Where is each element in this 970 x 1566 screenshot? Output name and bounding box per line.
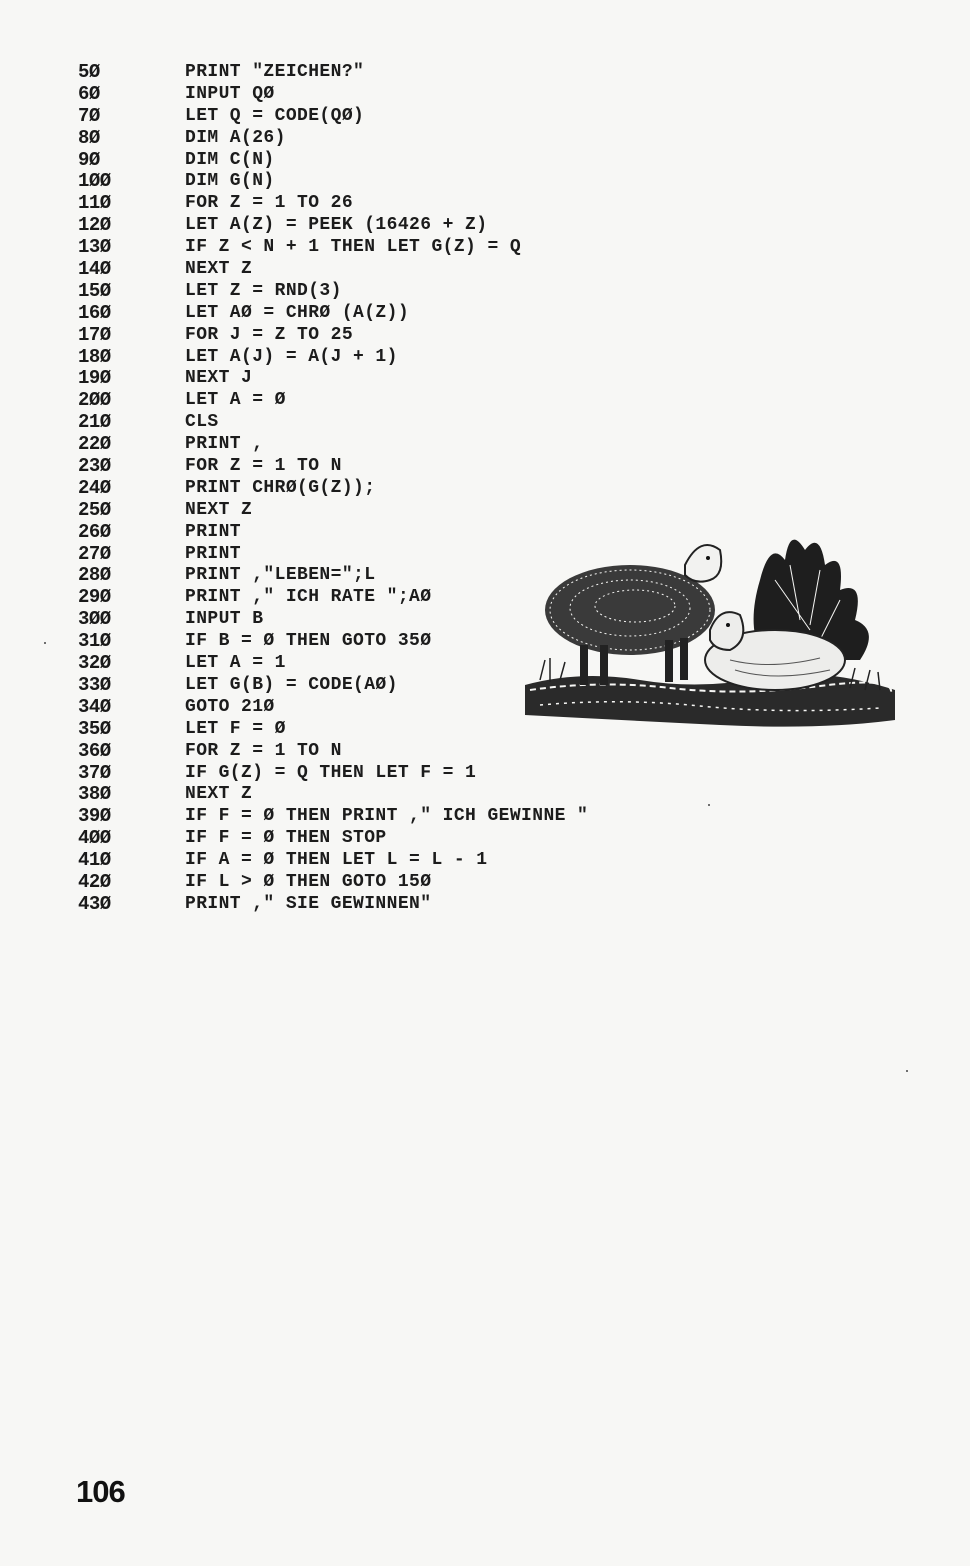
line-number: 15Ø	[78, 279, 111, 302]
line-code: PRINT	[185, 521, 242, 542]
line-code: PRINT "ZEICHEN?"	[185, 62, 365, 82]
line-number: 22Ø	[78, 433, 111, 456]
line-code: DIM C(N)	[185, 149, 275, 170]
program-line	[78, 806, 678, 828]
line-code: INPUT QØ	[185, 83, 275, 104]
line-number: 43Ø	[78, 892, 111, 915]
line-number: 3ØØ	[78, 608, 111, 631]
line-code: LET F = Ø	[185, 718, 286, 739]
line-code: GOTO 21Ø	[185, 696, 275, 717]
line-number: 2ØØ	[78, 389, 111, 412]
line-number: 16Ø	[78, 301, 111, 324]
program-line	[78, 84, 678, 106]
page-number: 106	[76, 1474, 125, 1509]
sheep-woodcut-icon	[520, 520, 900, 735]
line-code: PRINT	[185, 543, 242, 564]
line-code: LET AØ = CHRØ (A(Z))	[185, 302, 410, 323]
line-number: 29Ø	[78, 586, 111, 609]
program-line	[78, 281, 678, 303]
line-number: 36Ø	[78, 739, 111, 762]
line-number: 23Ø	[78, 455, 111, 478]
line-code: PRINT ,"LEBEN=";L	[185, 565, 376, 586]
program-line	[78, 368, 678, 390]
line-number: 38Ø	[78, 783, 111, 806]
print-speck	[708, 804, 710, 806]
basic-program-listing	[78, 62, 678, 916]
line-number: 33Ø	[78, 673, 111, 696]
program-line	[78, 150, 678, 172]
line-number: 19Ø	[78, 367, 111, 390]
line-number: 25Ø	[78, 498, 111, 521]
line-code: FOR Z = 1 TO 26	[185, 193, 354, 214]
line-number: 14Ø	[78, 258, 111, 281]
line-number: 24Ø	[78, 476, 111, 499]
program-line	[78, 62, 678, 84]
program-line	[78, 193, 678, 215]
line-number: 18Ø	[78, 345, 111, 368]
line-code: IF F = Ø THEN STOP	[185, 828, 387, 849]
line-number: 42Ø	[78, 870, 111, 893]
line-number: 13Ø	[78, 236, 111, 259]
line-number: 37Ø	[78, 761, 111, 784]
program-line	[78, 128, 678, 150]
line-number: 27Ø	[78, 542, 111, 565]
line-code: LET A = Ø	[185, 390, 286, 411]
line-code: PRINT ," ICH RATE ";AØ	[185, 587, 432, 608]
line-code: CLS	[185, 412, 219, 433]
line-code: DIM A(26)	[185, 127, 286, 148]
line-number: 35Ø	[78, 717, 111, 740]
line-number: 39Ø	[78, 805, 111, 828]
line-code: DIM G(N)	[185, 171, 275, 192]
program-line	[78, 763, 678, 785]
program-line	[78, 390, 678, 412]
line-code: IF F = Ø THEN PRINT ," ICH GEWINNE "	[185, 806, 589, 827]
line-code: FOR J = Z TO 25	[185, 324, 354, 345]
line-code: IF G(Z) = Q THEN LET F = 1	[185, 762, 477, 783]
line-number: 32Ø	[78, 652, 111, 675]
line-code: PRINT ,	[185, 434, 264, 455]
program-line	[78, 741, 678, 763]
line-number: 21Ø	[78, 411, 111, 434]
program-line	[78, 872, 678, 894]
line-number: 41Ø	[78, 849, 111, 872]
line-number: 7Ø	[78, 104, 100, 127]
program-line	[78, 894, 678, 916]
program-line	[78, 850, 678, 872]
line-code: LET A = 1	[185, 653, 286, 674]
line-code: FOR Z = 1 TO N	[185, 740, 342, 761]
program-line	[78, 828, 678, 850]
line-code: IF A = Ø THEN LET L = L - 1	[185, 850, 488, 871]
print-speck	[906, 1070, 908, 1072]
line-number: 8Ø	[78, 126, 100, 149]
line-number: 1ØØ	[78, 170, 111, 193]
program-line	[78, 171, 678, 193]
program-line	[78, 347, 678, 369]
line-code: INPUT B	[185, 609, 264, 630]
line-code: NEXT Z	[185, 499, 253, 520]
program-line	[78, 412, 678, 434]
line-number: 5Ø	[78, 61, 100, 83]
line-code: IF L > Ø THEN GOTO 15Ø	[185, 871, 432, 892]
line-code: PRINT ," SIE GEWINNEN"	[185, 893, 432, 914]
print-speck	[44, 642, 46, 644]
line-number: 26Ø	[78, 520, 111, 543]
line-code: LET A(J) = A(J + 1)	[185, 346, 398, 367]
line-code: IF B = Ø THEN GOTO 35Ø	[185, 631, 432, 652]
program-line	[78, 106, 678, 128]
program-line	[78, 259, 678, 281]
program-line	[78, 784, 678, 806]
line-code: PRINT CHRØ(G(Z));	[185, 477, 376, 498]
line-number: 28Ø	[78, 564, 111, 587]
program-line	[78, 303, 678, 325]
line-number: 6Ø	[78, 82, 100, 105]
line-code: NEXT Z	[185, 259, 253, 280]
line-code: IF Z < N + 1 THEN LET G(Z) = Q	[185, 237, 522, 258]
line-number: 12Ø	[78, 214, 111, 237]
line-number: 17Ø	[78, 323, 111, 346]
line-number: 11Ø	[78, 192, 111, 215]
program-line	[78, 215, 678, 237]
line-number: 9Ø	[78, 148, 100, 171]
line-number: 31Ø	[78, 630, 111, 653]
line-code: FOR Z = 1 TO N	[185, 456, 342, 477]
program-line	[78, 456, 678, 478]
program-line	[78, 434, 678, 456]
program-line	[78, 500, 678, 522]
program-line	[78, 478, 678, 500]
program-line	[78, 237, 678, 259]
line-code: NEXT Z	[185, 784, 253, 805]
line-number: 34Ø	[78, 695, 111, 718]
line-code: LET Q = CODE(QØ)	[185, 105, 365, 126]
line-code: LET Z = RND(3)	[185, 280, 342, 301]
line-number: 4ØØ	[78, 827, 111, 850]
line-code: LET A(Z) = PEEK (16426 + Z)	[185, 215, 488, 236]
program-line	[78, 325, 678, 347]
line-code: LET G(B) = CODE(AØ)	[185, 674, 398, 695]
line-code: NEXT J	[185, 368, 253, 389]
